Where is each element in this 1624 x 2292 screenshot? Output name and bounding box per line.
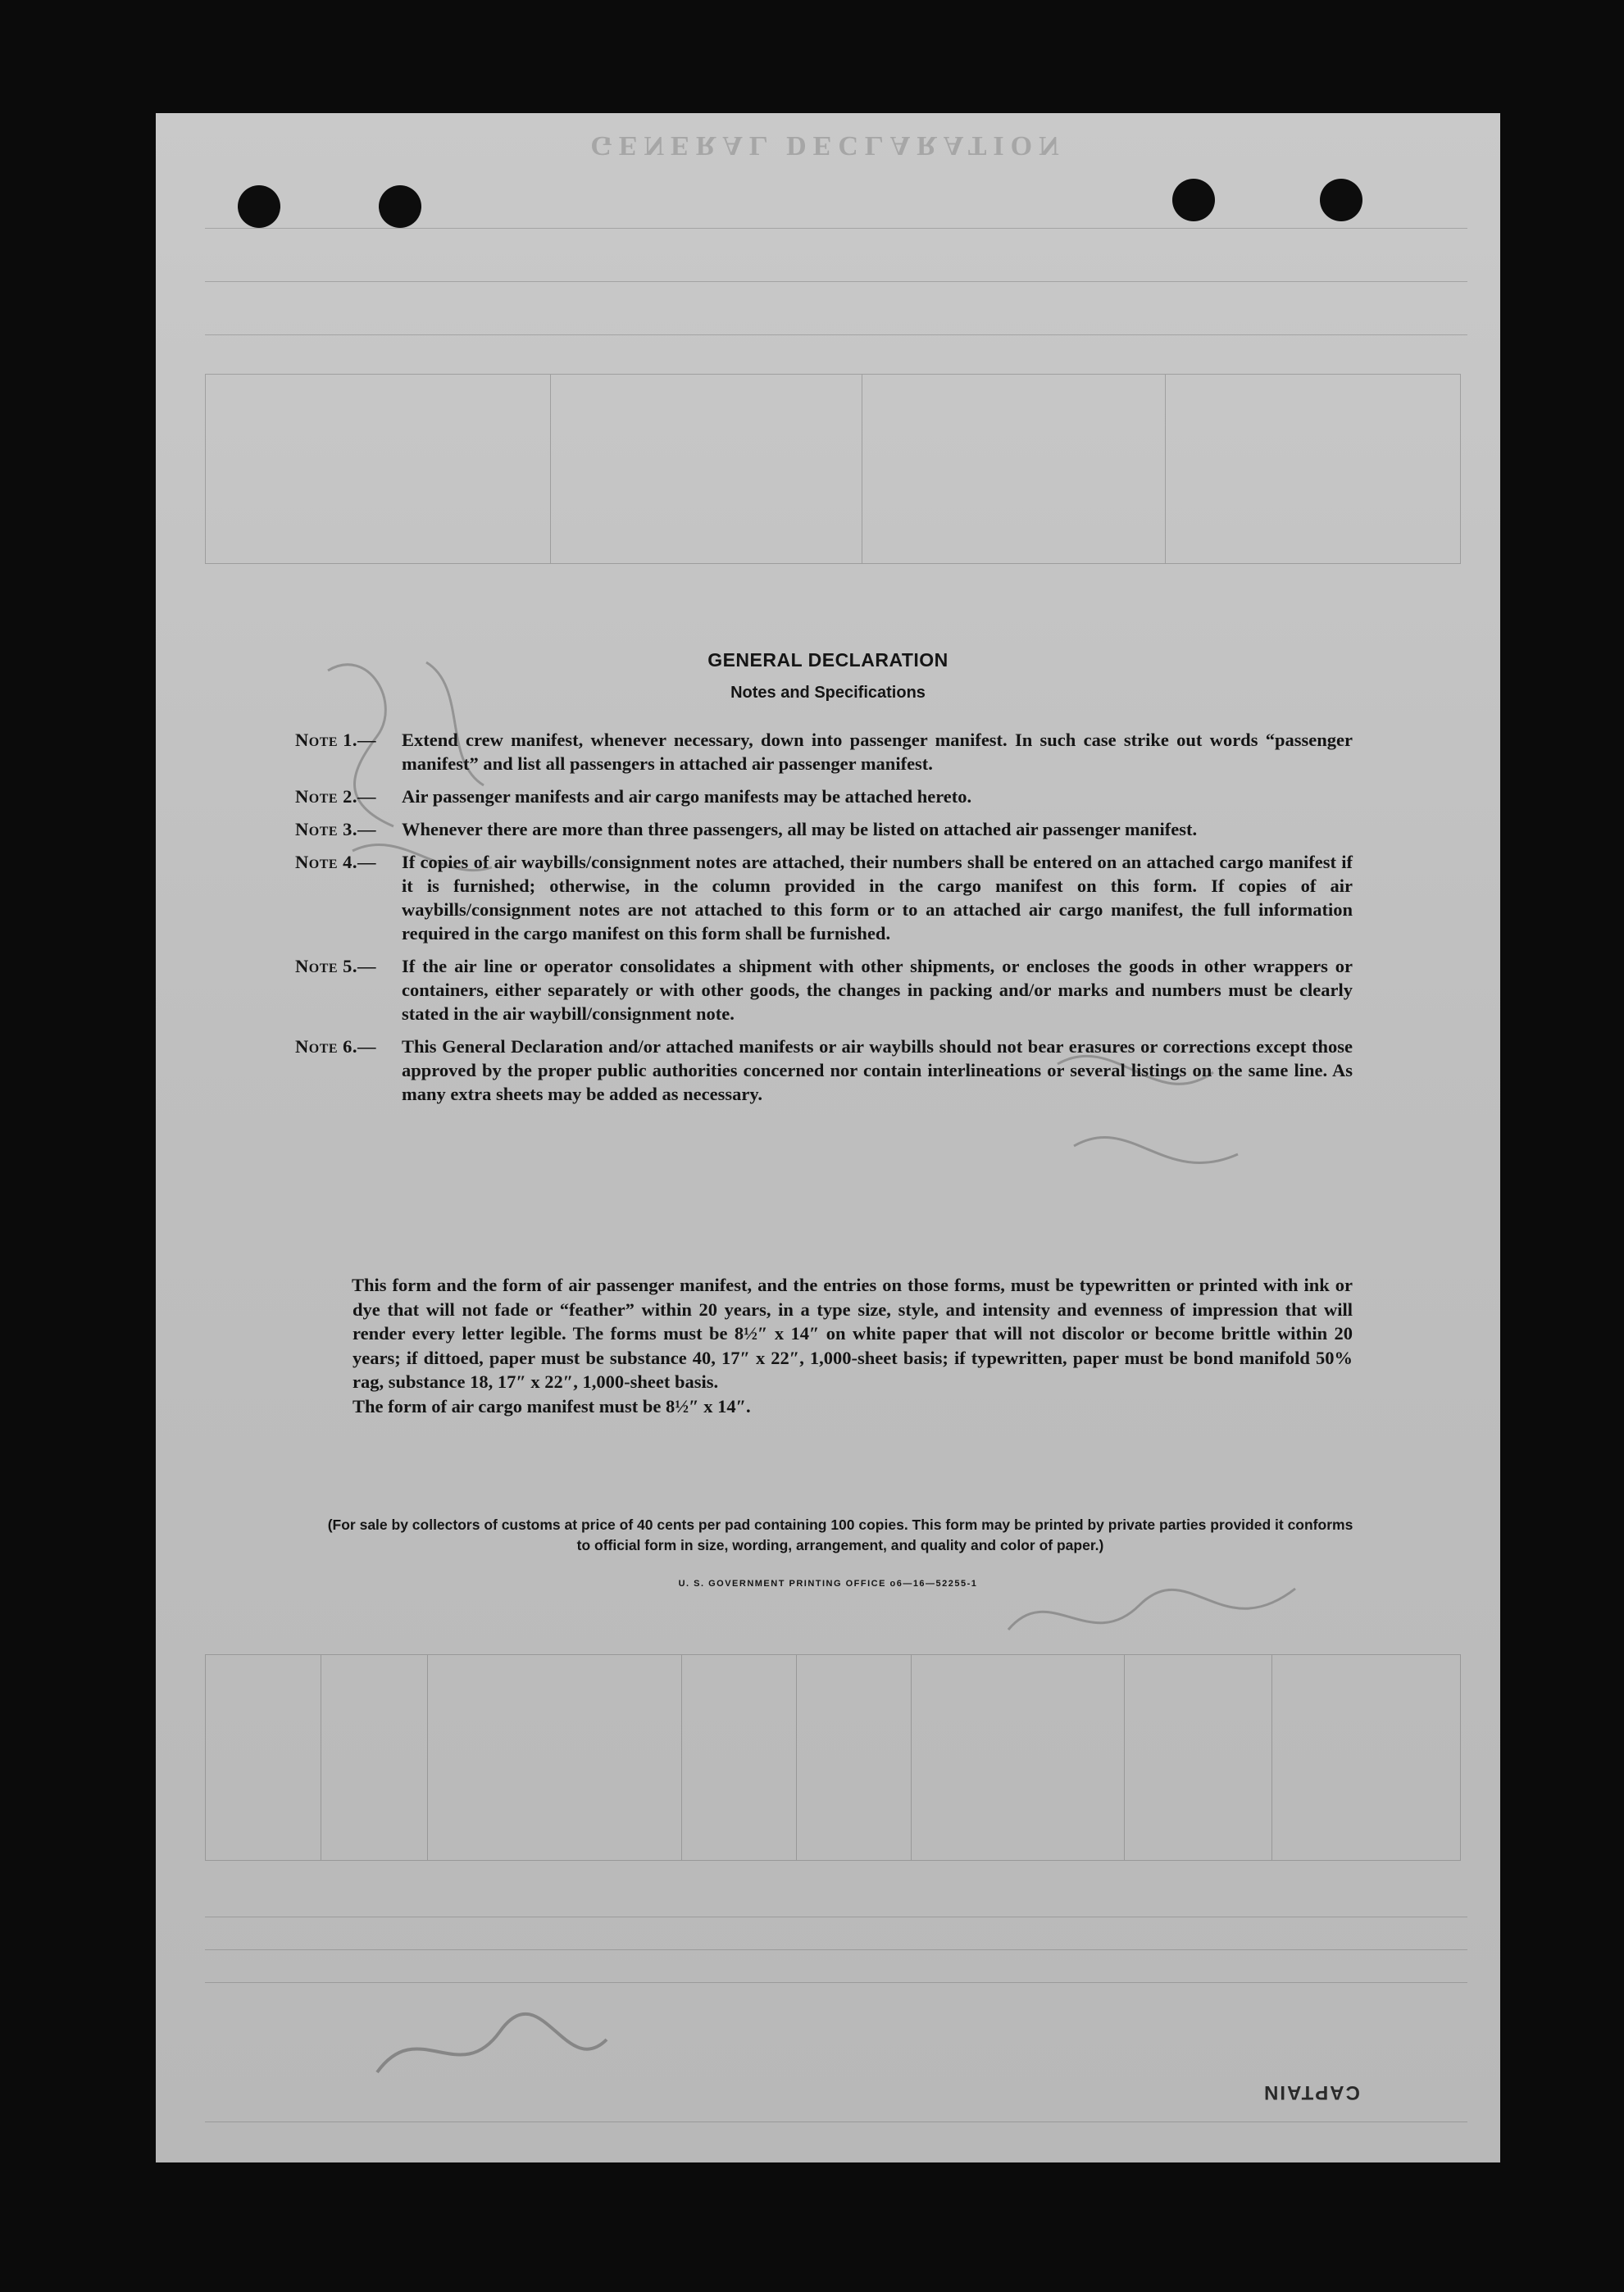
page-title: GENERAL DECLARATION [707, 649, 948, 671]
printer-imprint: U. S. GOVERNMENT PRINTING OFFICE o6—16—52255-1 [678, 1579, 978, 1589]
note-label: Note 6.— [295, 1036, 377, 1057]
note-label: Note 2.— [295, 786, 377, 807]
document-sheet [156, 113, 1500, 2162]
ghost-captain-stamp: CAPTAIN [1262, 2081, 1360, 2103]
notes-list [295, 728, 1353, 1115]
note-text: Air passenger manifests and air cargo manifests may be attached hereto. [402, 786, 972, 807]
page-subtitle: Notes and Specifications [730, 684, 926, 702]
note-label: Note 3.— [295, 819, 377, 839]
note-text: Extend crew manifest, whenever necessary, down into passenger manifest. In such case strike out words “passenger manifest” and list all passengers in attached air passenger manifest. [402, 730, 1353, 774]
note-text: Whenever there are more than three passengers, all may be listed on attached air passenger manifest. [402, 819, 1198, 839]
note-text: If the air line or operator consolidates a shipment with other shipments, or encloses the goods in other wrappers or containers, either separately or with other goods, the changes in packing and/or marks and numbers must be clearly stated in the air waybill/consignment note. [402, 956, 1353, 1024]
note-text: This General Declaration and/or attached manifests or air waybills should not bear erasures or corrections except those approved by the proper public authorities concerned nor contain interlineations or several listings on the same line. As many extra sheets may be added as necessary. [402, 1036, 1353, 1104]
form-requirements-paragraph [353, 1273, 1353, 1418]
ghost-title: GENERAL DECLARATION [590, 130, 1066, 161]
notes-document [156, 113, 1500, 2162]
note-label: Note 1.— [295, 730, 377, 750]
note-item [295, 784, 1353, 808]
requirements-text: This form and the form of air passenger manifest, and the entries on those forms, must be typewritten or printed with ink or dye that will not fade or “feather” within 20 years, in a type size, style, and intensity and evenness of impression that will render every letter legible. The forms must be 8½″ x 14″ on white paper that will not discolor or become brittle within 20 years; if dittoed, paper must be substance 40, 17″ x 22″, 1,000-sheet basis; if typewritten, paper must be bond manifold 50% rag, substance 18, 17″ x 22″, 1,000-sheet basis. [352, 1275, 1353, 1392]
note-label: Note 4.— [295, 852, 377, 872]
sale-notice: (For sale by collectors of customs at price of 40 cents per pad containing 100 copies. This form may be printed by private parties provided it conforms to official form in size, wording, arrangement, and quality and color of paper.) [327, 1517, 1353, 1553]
cargo-form-size-text: The form of air cargo manifest must be 8½″ x 14″. [353, 1395, 751, 1417]
note-item [295, 728, 1353, 775]
note-item [295, 850, 1353, 945]
note-label: Note 5.— [295, 956, 377, 976]
note-text: If copies of air waybills/consignment notes are attached, their numbers shall be entered on an attached cargo manifest if it is furnished; otherwise, in the column provided in the cargo manifest on this form. If copies of air waybills/consignment notes are not attached to this form or to an attached air cargo manifest, the full information required in the cargo manifest on this form shall be furnished. [402, 852, 1353, 944]
note-item [295, 954, 1353, 1025]
note-item [295, 817, 1353, 841]
note-item [295, 1035, 1353, 1106]
